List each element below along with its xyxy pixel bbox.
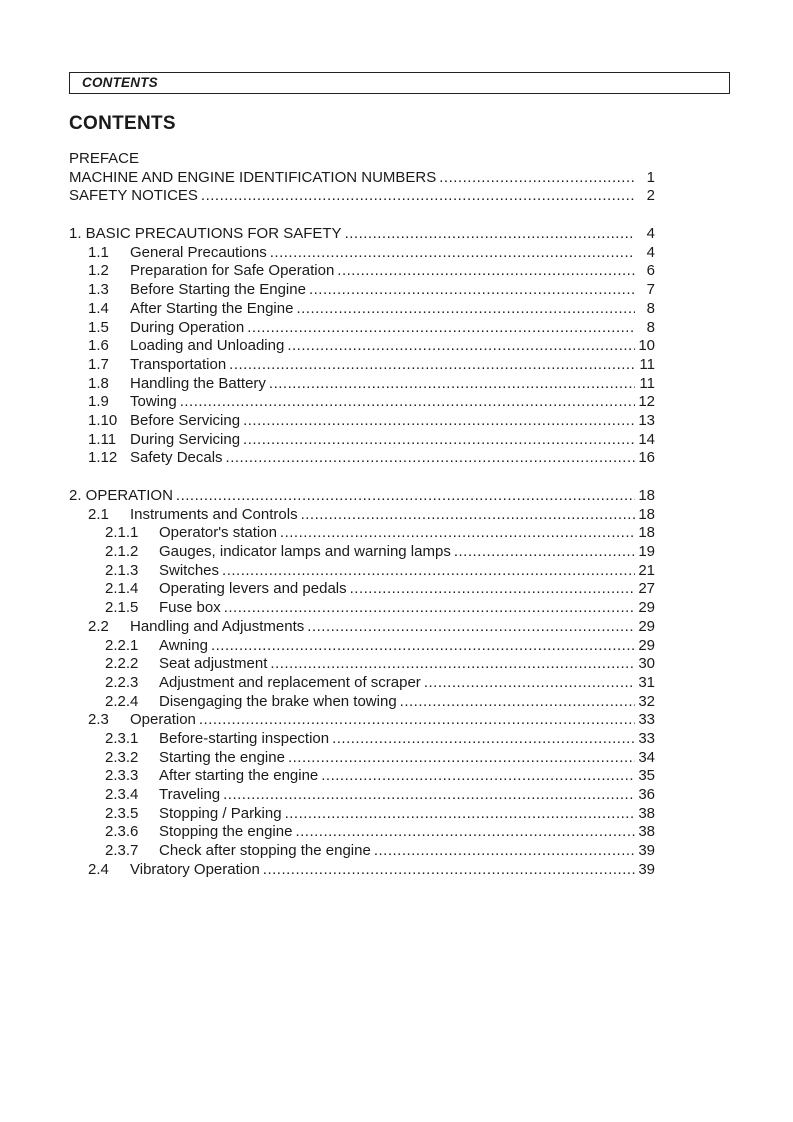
toc-entry-title: PREFACE (69, 150, 140, 167)
toc-entry-number: 2.3 (88, 711, 109, 729)
dot-leader (424, 674, 635, 693)
toc-entry-title: Instruments and Controls (130, 505, 298, 523)
dot-leader (269, 375, 635, 394)
dot-leader (180, 393, 635, 412)
toc-entry-number: 1.11 (88, 430, 117, 448)
dot-leader (201, 187, 635, 206)
toc-entry-number: 2.1.1 (105, 524, 139, 542)
toc-entry-title: Check after stopping the engine (159, 842, 371, 860)
toc-entry-page-number: 38 (638, 804, 655, 822)
toc-entry[interactable] (69, 842, 655, 861)
dot-leader (287, 337, 635, 356)
toc-entry[interactable] (69, 244, 655, 263)
dot-leader (243, 412, 635, 431)
toc-entry-page-number: 18 (638, 505, 655, 523)
toc-entry-page-number: 30 (638, 655, 655, 673)
toc-entry-page-number: 16 (638, 449, 655, 467)
dot-leader (229, 356, 635, 375)
toc-entry-page-number: 13 (638, 411, 655, 429)
toc-entry-number: 1.1 (88, 243, 109, 261)
toc-entry[interactable] (69, 506, 655, 525)
toc-entry[interactable] (69, 543, 655, 562)
toc-entry-number: 2.1.3 (105, 561, 139, 579)
running-header (69, 72, 730, 94)
toc-entry[interactable] (69, 730, 655, 749)
toc-entry-number: 2.3.3 (105, 767, 139, 785)
toc-entry-number: 2.2 (88, 617, 109, 635)
toc-entry-page-number: 8 (646, 318, 655, 336)
toc-entry[interactable] (69, 637, 655, 656)
toc-entry[interactable] (69, 319, 655, 338)
toc-entry[interactable] (69, 375, 655, 394)
toc-entry-number: 2.3.7 (105, 842, 139, 860)
toc-entry[interactable] (69, 580, 655, 599)
toc-entry[interactable] (69, 823, 655, 842)
dot-leader (285, 805, 635, 824)
toc-entry[interactable] (69, 187, 655, 206)
toc-entry[interactable] (69, 337, 655, 356)
toc-entry-page-number: 6 (646, 262, 655, 280)
toc-entry-title: Stopping / Parking (159, 804, 282, 822)
toc-entry-title: During Operation (130, 318, 245, 336)
dot-leader (332, 730, 635, 749)
toc-entry-title: Fuse box (159, 599, 221, 617)
toc-entry-page-number: 8 (646, 299, 655, 317)
toc-entry-page-number: 1 (646, 168, 655, 186)
dot-leader (288, 749, 635, 768)
dot-leader (280, 524, 635, 543)
toc-entry-title: Switches (159, 561, 220, 579)
dot-leader (223, 786, 635, 805)
toc-entry-title: Handling the Battery (130, 374, 266, 392)
toc-entry-title: Seat adjustment (159, 655, 268, 673)
toc-entry-number: 2.3.5 (105, 804, 139, 822)
toc-entry-title: Transportation (130, 355, 227, 373)
toc-entry-title: After Starting the Engine (130, 299, 294, 317)
toc-entry-page-number: 33 (638, 711, 655, 729)
toc-entry[interactable] (69, 786, 655, 805)
toc-entry-number: 2.2.1 (105, 636, 139, 654)
toc-entry-title: Adjustment and replacement of scraper (159, 673, 421, 691)
toc-entry-page-number: 27 (638, 580, 655, 598)
toc-entry[interactable] (69, 431, 655, 450)
dot-leader (454, 543, 635, 562)
toc-entry[interactable] (69, 861, 655, 880)
toc-entry-title: Safety Decals (130, 449, 223, 467)
dot-leader (309, 281, 635, 300)
toc-entry-number: 1.8 (88, 374, 109, 392)
toc-entry-number: 1.7 (88, 355, 109, 373)
toc-entry-title: Towing (130, 393, 177, 411)
toc-entry-number: 1.9 (88, 393, 109, 411)
toc-entry-number: 2.2.4 (105, 692, 139, 710)
toc-entry-number: 2.4 (88, 860, 109, 878)
toc-entry[interactable] (69, 225, 655, 244)
toc-entry-page-number: 11 (639, 355, 655, 373)
toc-entry[interactable] (69, 412, 655, 431)
dot-leader (243, 431, 635, 450)
dot-leader (400, 693, 635, 712)
toc-entry-page-number: 19 (638, 543, 655, 561)
dot-leader (350, 580, 635, 599)
toc-entry-title: Operator's station (159, 524, 277, 542)
toc-entry-page-number: 18 (638, 487, 655, 504)
toc-entry[interactable] (69, 711, 655, 730)
dot-leader (337, 262, 635, 281)
toc-entry-title: Starting the engine (159, 748, 285, 766)
toc-entry-page-number: 39 (638, 860, 655, 878)
dot-leader (263, 861, 635, 880)
toc-entry-title: During Servicing (130, 430, 241, 448)
toc-entry-title: 2. OPERATION (69, 487, 173, 504)
toc-entry-page-number: 12 (638, 393, 655, 411)
dot-leader (211, 637, 635, 656)
dot-leader (439, 169, 635, 188)
dot-leader (307, 618, 635, 637)
dot-leader (270, 244, 635, 263)
toc-entry[interactable] (69, 618, 655, 637)
toc-entry-number: 2.1 (88, 505, 109, 523)
toc-entry-page-number: 33 (638, 729, 655, 747)
toc-entry[interactable] (69, 767, 655, 786)
toc-entry-number: 1.10 (88, 411, 118, 429)
toc-entry-number: 2.1.5 (105, 599, 139, 617)
dot-leader (224, 599, 635, 618)
toc-entry[interactable] (69, 674, 655, 693)
toc-entry[interactable] (69, 169, 655, 188)
toc-entry-title: Before Servicing (130, 411, 241, 429)
toc-entry-number: 2.2.2 (105, 655, 139, 673)
toc-entry-number: 1.5 (88, 318, 109, 336)
toc-entry[interactable] (69, 693, 655, 712)
toc-entry-page-number: 10 (638, 337, 655, 355)
toc-entry-title: Before-starting inspection (159, 729, 330, 747)
table-of-contents (69, 150, 655, 879)
toc-entry-page-number: 36 (638, 786, 655, 803)
dot-leader (226, 449, 635, 468)
toc-entry-page-number: 18 (638, 524, 655, 542)
dot-leader (270, 655, 635, 674)
toc-entry-number: 2.3.4 (105, 786, 139, 803)
dot-leader (321, 767, 635, 786)
toc-entry-page-number: 34 (638, 748, 655, 766)
toc-entry-number: 1.4 (88, 299, 109, 317)
toc-entry-title: Before Starting the Engine (130, 281, 306, 299)
toc-entry-number: 2.2.3 (105, 673, 139, 691)
toc-entry-number: 2.3.6 (105, 823, 139, 841)
toc-entry-number: 1.3 (88, 281, 109, 299)
toc-entry-page-number: 4 (646, 243, 655, 261)
toc-entry-page-number: 21 (638, 561, 655, 579)
toc-entry[interactable] (69, 281, 655, 300)
dot-leader (176, 487, 635, 506)
toc-entry-title: Traveling (159, 786, 221, 803)
toc-entry-title: Operating levers and pedals (159, 580, 347, 598)
toc-entry-title: General Precautions (130, 243, 267, 261)
toc-entry[interactable] (69, 150, 655, 169)
toc-entry[interactable] (69, 655, 655, 674)
toc-entry-title: MACHINE AND ENGINE IDENTIFICATION NUMBERS (69, 168, 437, 186)
toc-entry[interactable] (69, 262, 655, 281)
toc-entry-title: Operation (130, 711, 196, 729)
toc-entry-page-number: 29 (638, 599, 655, 617)
toc-entry[interactable] (69, 599, 655, 618)
toc-entry[interactable] (69, 524, 655, 543)
toc-entry[interactable] (69, 749, 655, 768)
toc-entry-number: 1.6 (88, 337, 109, 355)
toc-entry-page-number: 32 (638, 692, 655, 710)
page-title: CONTENTS (69, 113, 176, 134)
toc-entry-number: 1.2 (88, 262, 109, 280)
toc-entry[interactable] (69, 562, 655, 581)
dot-leader (296, 300, 635, 319)
running-header-label: CONTENTS (82, 75, 158, 90)
toc-entry[interactable] (69, 805, 655, 824)
toc-entry-page-number: 35 (638, 767, 655, 785)
toc-entry-title: 1. BASIC PRECAUTIONS FOR SAFETY (69, 225, 342, 243)
toc-entry-title: Awning (159, 636, 208, 654)
toc-entry-title: After starting the engine (159, 767, 319, 785)
dot-leader (199, 711, 635, 730)
toc-entry-page-number: 2 (646, 187, 655, 205)
toc-entry-page-number: 4 (646, 225, 655, 243)
toc-entry-number: 1.12 (88, 449, 118, 467)
toc-entry-page-number: 14 (638, 430, 655, 448)
toc-entry-page-number: 39 (638, 842, 655, 860)
toc-entry-page-number: 38 (638, 823, 655, 841)
dot-leader (345, 225, 635, 244)
dot-leader (295, 823, 635, 842)
toc-entry-page-number: 29 (638, 636, 655, 654)
toc-entry-page-number: 7 (646, 281, 655, 299)
toc-entry-title: Vibratory Operation (130, 860, 260, 878)
toc-entry-number: 2.1.2 (105, 543, 139, 561)
toc-entry-title: Handling and Adjustments (130, 617, 305, 635)
dot-leader (247, 319, 635, 338)
toc-entry-number: 2.3.2 (105, 748, 139, 766)
toc-entry-title: Stopping the engine (159, 823, 293, 841)
toc-entry[interactable] (69, 449, 655, 468)
toc-entry-number: 2.3.1 (105, 729, 139, 747)
toc-entry-title: SAFETY NOTICES (69, 187, 198, 205)
toc-entry-number: 2.1.4 (105, 580, 139, 598)
toc-entry[interactable] (69, 356, 655, 375)
toc-entry-title: Gauges, indicator lamps and warning lamps (159, 543, 451, 561)
toc-entry-title: Preparation for Safe Operation (130, 262, 335, 280)
toc-entry-page-number: 29 (638, 617, 655, 635)
toc-entry-page-number: 11 (639, 374, 655, 392)
dot-leader (301, 506, 635, 525)
dot-leader (222, 562, 635, 581)
dot-leader (374, 842, 635, 861)
toc-entry-title: Disengaging the brake when towing (159, 692, 397, 710)
toc-entry[interactable] (69, 300, 655, 319)
toc-entry-page-number: 31 (638, 673, 655, 691)
toc-entry[interactable] (69, 393, 655, 412)
toc-entry-title: Loading and Unloading (130, 337, 285, 355)
toc-entry[interactable] (69, 487, 655, 506)
